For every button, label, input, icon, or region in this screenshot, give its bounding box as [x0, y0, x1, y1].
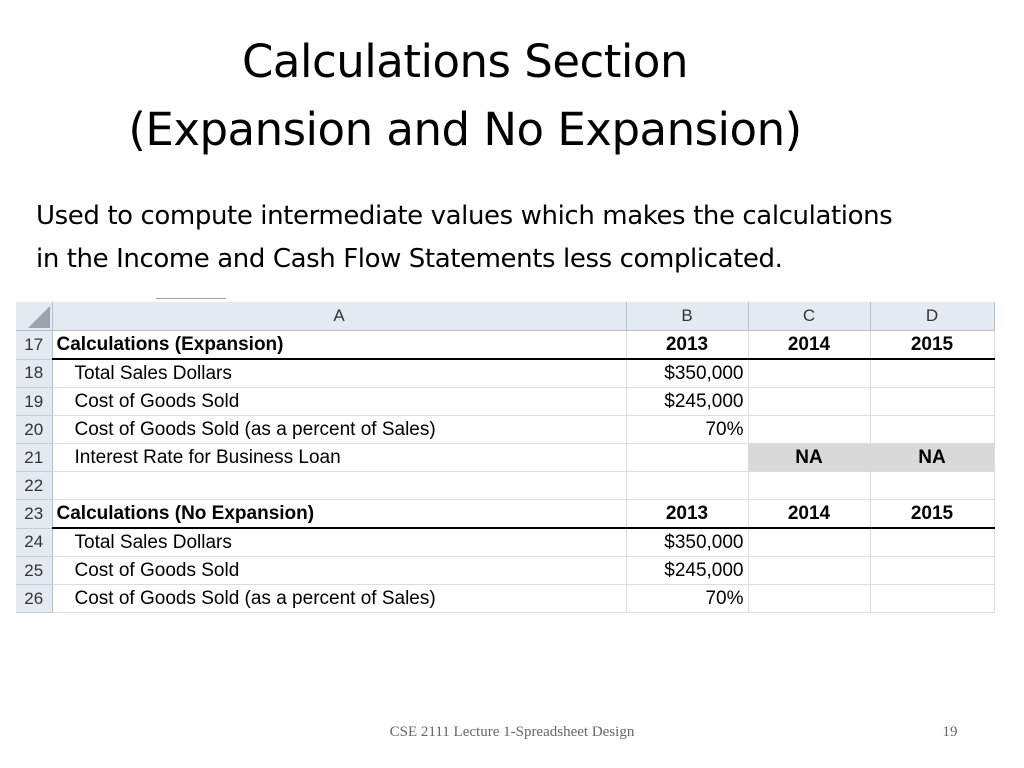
- year-header-cell[interactable]: 2015: [870, 331, 994, 360]
- section-heading-expansion[interactable]: Calculations (Expansion): [52, 331, 626, 360]
- sheet-row-25: [16, 557, 994, 585]
- label-cell[interactable]: Cost of Goods Sold (as a percent of Sales): [52, 585, 626, 613]
- value-cell[interactable]: $350,000: [626, 528, 748, 557]
- value-cell[interactable]: [748, 528, 870, 557]
- slide-footer: CSE 2111 Lecture 1-Spreadsheet Design: [389, 724, 635, 740]
- title-line-1: Calculations Section: [242, 35, 688, 88]
- sheet-row-20: [16, 416, 994, 444]
- empty-cell[interactable]: [626, 472, 748, 500]
- slide-number: 19: [942, 724, 958, 740]
- row-number[interactable]: 25: [16, 557, 52, 585]
- value-cell[interactable]: [748, 359, 870, 388]
- spreadsheet-screenshot: [16, 298, 996, 622]
- row-number[interactable]: 21: [16, 444, 52, 472]
- label-cell[interactable]: Cost of Goods Sold (as a percent of Sales): [52, 416, 626, 444]
- label-cell[interactable]: Total Sales Dollars: [52, 528, 626, 557]
- sheet-row-24: [16, 528, 994, 557]
- row-number[interactable]: 20: [16, 416, 52, 444]
- sheet-row-17: [16, 331, 994, 360]
- column-header-a[interactable]: A: [52, 302, 626, 331]
- sheet-row-19: [16, 388, 994, 416]
- value-cell[interactable]: [748, 557, 870, 585]
- value-cell[interactable]: 70%: [626, 416, 748, 444]
- value-cell[interactable]: [748, 416, 870, 444]
- title-line-2: (Expansion and No Expansion): [128, 103, 802, 156]
- value-cell[interactable]: [870, 585, 994, 613]
- body-line-1: Used to compute intermediate values which makes the calculations: [36, 201, 893, 231]
- year-header-cell[interactable]: 2013: [626, 331, 748, 360]
- label-cell[interactable]: Cost of Goods Sold: [52, 557, 626, 585]
- row-number[interactable]: 22: [16, 472, 52, 500]
- sheet-row-21: [16, 444, 994, 472]
- select-all-corner[interactable]: [16, 302, 52, 331]
- na-cell[interactable]: NA: [870, 444, 994, 472]
- spreadsheet-grid: [16, 302, 995, 613]
- value-cell[interactable]: [870, 528, 994, 557]
- column-header-row: [16, 302, 994, 331]
- row-number[interactable]: 18: [16, 359, 52, 388]
- value-cell[interactable]: [626, 444, 748, 472]
- row-number[interactable]: 23: [16, 500, 52, 529]
- value-cell[interactable]: $245,000: [626, 388, 748, 416]
- sheet-row-22: [16, 472, 994, 500]
- value-cell[interactable]: [748, 388, 870, 416]
- row-number[interactable]: 19: [16, 388, 52, 416]
- sheet-row-18: [16, 359, 994, 388]
- value-cell[interactable]: [870, 416, 994, 444]
- body-line-2: in the Income and Cash Flow Statements less complicated.: [36, 244, 783, 274]
- sheet-row-23: [16, 500, 994, 529]
- column-header-b[interactable]: B: [626, 302, 748, 331]
- empty-cell[interactable]: [870, 472, 994, 500]
- label-cell[interactable]: Cost of Goods Sold: [52, 388, 626, 416]
- year-header-cell[interactable]: 2015: [870, 500, 994, 529]
- slide-title: [0, 28, 930, 164]
- value-cell[interactable]: [748, 585, 870, 613]
- label-cell[interactable]: Interest Rate for Business Loan: [52, 444, 626, 472]
- section-heading-no-expansion[interactable]: Calculations (No Expansion): [52, 500, 626, 529]
- column-header-d[interactable]: D: [870, 302, 994, 331]
- value-cell[interactable]: 70%: [626, 585, 748, 613]
- year-header-cell[interactable]: 2013: [626, 500, 748, 529]
- empty-cell[interactable]: [748, 472, 870, 500]
- value-cell[interactable]: [870, 388, 994, 416]
- slide-body: [36, 195, 1021, 281]
- sheet-row-26: [16, 585, 994, 613]
- label-cell[interactable]: Total Sales Dollars: [52, 359, 626, 388]
- value-cell[interactable]: [870, 359, 994, 388]
- year-header-cell[interactable]: 2014: [748, 331, 870, 360]
- value-cell[interactable]: $245,000: [626, 557, 748, 585]
- empty-cell[interactable]: [52, 472, 626, 500]
- na-cell[interactable]: NA: [748, 444, 870, 472]
- sheet-top-divider: [156, 298, 226, 299]
- row-number[interactable]: 24: [16, 528, 52, 557]
- column-header-c[interactable]: C: [748, 302, 870, 331]
- value-cell[interactable]: [870, 557, 994, 585]
- year-header-cell[interactable]: 2014: [748, 500, 870, 529]
- row-number[interactable]: 17: [16, 331, 52, 360]
- value-cell[interactable]: $350,000: [626, 359, 748, 388]
- row-number[interactable]: 26: [16, 585, 52, 613]
